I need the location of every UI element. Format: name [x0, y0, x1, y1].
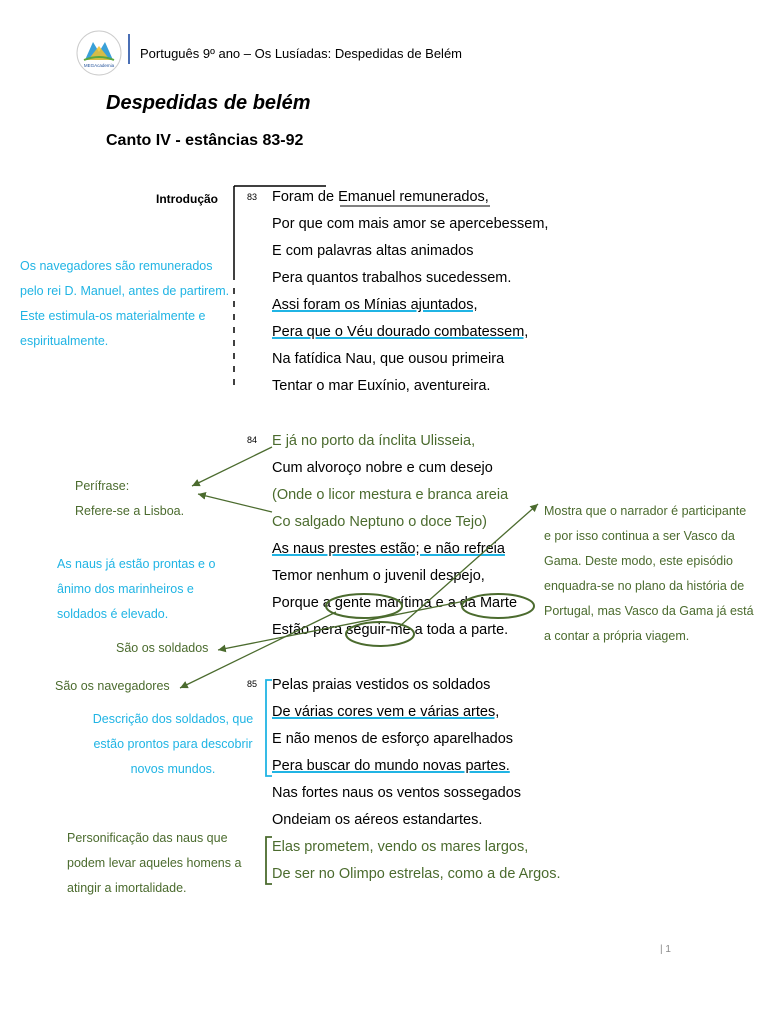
intro-bracket	[234, 186, 326, 388]
header-text: Português 9º ano – Os Lusíadas: Despedidas de Belém	[140, 46, 463, 61]
note-personificacao: Personificação das naus que podem levar aqueles homens a atingir a imortalidade.	[67, 831, 242, 895]
note-narrador: Mostra que o narrador é participante e por isso continua a ser Vasco da Gama. Deste modo, este episódio enquadra-se no plano da história de Portugal, mas Vasco da Gama já está a contar a própria viagem.	[544, 504, 754, 643]
verse-line: Elas prometem, vendo os mares largos,	[272, 839, 529, 855]
arrow-perifrase-1	[192, 447, 272, 486]
page-title: Despedidas de belém	[106, 92, 311, 114]
bracket-descricao	[266, 680, 272, 776]
verse-line: E com palavras altas animados	[272, 243, 474, 259]
note-naus-prontas: As naus já estão prontas e o ânimo dos marinheiros e soldados é elevado.	[57, 557, 216, 621]
stanza-number: 84	[247, 435, 258, 445]
verse-line: Tentar o mar Euxínio, aventureira.	[272, 378, 491, 394]
note-perifrase-body: Refere-se a Lisboa.	[75, 504, 185, 518]
verse-line: Ondeiam os aéreos estandartes.	[272, 812, 483, 828]
note-perifrase-title: Perífrase:	[75, 479, 130, 493]
page-number: | 1	[660, 944, 671, 955]
note-descricao-soldados: Descrição dos soldados, que estão prontos para descobrir novos mundos.	[92, 712, 254, 776]
verse-line: As naus prestes estão; e não refreia	[272, 541, 505, 557]
verse-line: E não menos de esforço aparelhados	[272, 731, 514, 747]
circle-gente-maritima	[326, 594, 402, 618]
verse-line: E já no porto da ínclita Ulisseia,	[272, 433, 476, 449]
note-soldados: São os soldados	[116, 641, 209, 655]
note-navegadores-remunerados: Os navegadores são remunerados pelo rei D. Manuel, antes de partirem. Este estimula-os materialmente e espiritualmente.	[20, 259, 230, 348]
verse-line: Pera buscar do mundo novas partes.	[272, 758, 510, 774]
verse-line: Pera quantos trabalhos sucedessem.	[272, 270, 512, 286]
stanza-number: 83	[247, 192, 258, 202]
stanza-number: 85	[247, 679, 258, 689]
note-navegadores: São os navegadores	[55, 679, 170, 693]
bracket-personificacao	[266, 837, 272, 884]
verse-line: (Onde o licor mestura e branca areia	[272, 487, 509, 503]
verse-line: De ser no Olimpo estrelas, como a de Argos.	[272, 866, 561, 882]
verse-line: Estão pera seguir-me a toda a parte.	[272, 622, 509, 638]
arrow-navegadores	[180, 612, 336, 688]
arrow-soldados	[218, 600, 470, 650]
circle-seguir-me	[346, 622, 414, 646]
verse-line: Temor nenhum o juvenil despejo,	[272, 568, 485, 584]
section-label: Introdução	[156, 192, 218, 206]
arrow-narrador	[400, 504, 538, 626]
verse-line: Por que com mais amor se apercebessem,	[272, 216, 549, 232]
verse-line: Nas fortes naus os ventos sossegados	[272, 785, 522, 801]
svg-text:MEGAcademia: MEGAcademia	[83, 63, 115, 68]
page-subtitle: Canto IV - estâncias 83-92	[106, 132, 304, 149]
arrow-perifrase-2	[198, 494, 272, 512]
verse-line: Na fatídica Nau, que ousou primeira	[272, 351, 505, 367]
verse-line: De várias cores vem e várias artes,	[272, 704, 500, 720]
verse-line: Co salgado Neptuno o doce Tejo)	[272, 514, 487, 530]
verse-line: Pelas praias vestidos os soldados	[272, 677, 491, 693]
circle-da-marte	[462, 594, 534, 618]
verse-line: Cum alvoroço nobre e cum desejo	[272, 460, 493, 476]
verse-line: Assi foram os Mínias ajuntados,	[272, 297, 478, 313]
verse-line: Pera que o Véu dourado combatessem,	[272, 324, 529, 340]
verse-line: Porque a gente marítima e a da Marte	[272, 595, 518, 611]
verse-line: Foram de Emanuel remunerados,	[272, 189, 489, 205]
